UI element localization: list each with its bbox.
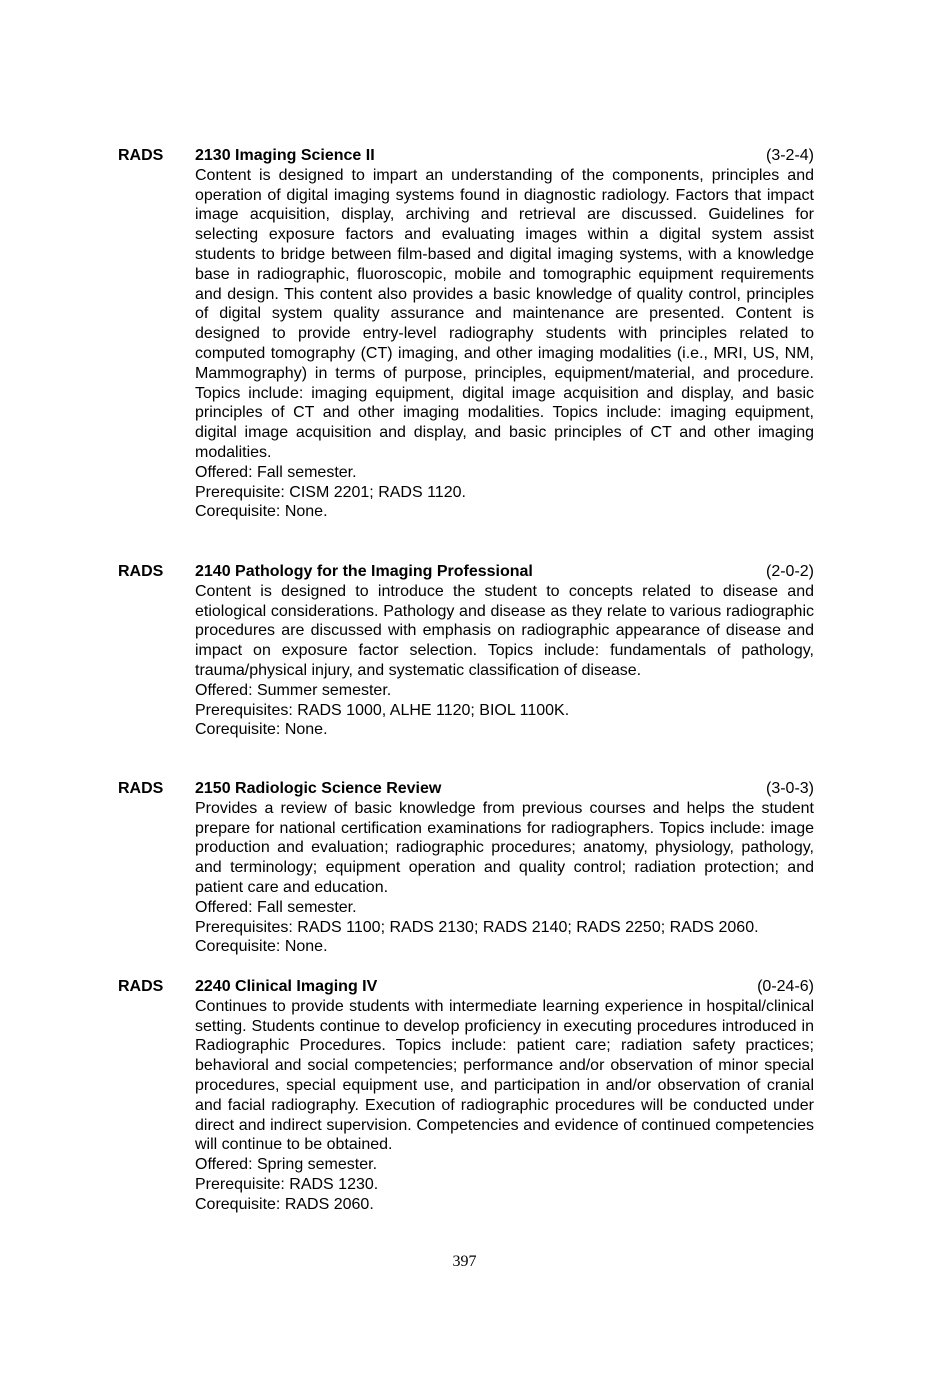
course-corequisite: Corequisite: None. (195, 721, 328, 739)
course-prerequisite: Prerequisite: RADS 1230. (195, 1175, 379, 1193)
course-hours: (2-0-2) (765, 563, 814, 580)
course-hours: (3-0-3) (765, 780, 814, 797)
course-entry (118, 779, 814, 957)
course-offered: Offered: Fall semester. (195, 898, 357, 916)
course-offered: Offered: Spring semester. (195, 1156, 378, 1174)
course-title: 2150 Radiologic Science Review (195, 780, 442, 797)
course-hours: (0-24-6) (757, 978, 814, 995)
course-title: 2130 Imaging Science II (195, 147, 375, 164)
course-corequisite: Corequisite: RADS 2060. (195, 1195, 374, 1213)
course-prerequisite: Prerequisite: CISM 2201; RADS 1120. (195, 483, 466, 501)
course-description: Content is designed to introduce the student to concepts related to disease and etiological considerations. Pathology and disease as they relate to various radiographic procedures are discussed with emphasis on radiographic appearance of disease and impact on exposure factor selection. Topics include: fundamentals of pathology, trauma/physical injury, and systematic classification of disease. (195, 582, 814, 679)
course-description: Continues to provide students with intermediate learning experience in hospital/clinical setting. Students continue to develop proficiency in executing procedures introduced in Radiographic Procedures. Topics include: patient care; radiation safety practices; behavioral and social competencies; performance and/or observation of minor special procedures, special equipment use, and participation in and/or observation of cranial and facial radiography. Execution of radiographic procedures will be conducted under direct and indirect supervision. Competencies and evidence of continued competencies will continue to be obtained. (195, 997, 814, 1154)
course-offered: Offered: Summer semester. (195, 681, 392, 699)
course-entry (118, 146, 814, 522)
course-entry (118, 562, 814, 740)
course-prefix: RADS (118, 147, 164, 164)
course-offered: Offered: Fall semester. (195, 463, 357, 481)
course-description: Provides a review of basic knowledge from previous courses and helps the student prepare for national certification examinations for radiographers. Topics include: image production and evaluation; radiographic procedures; anatomy, physiology, pathology, and terminology; equipment operation and quality control; radiation protection; and patient care and education. (195, 799, 814, 896)
course-prefix: RADS (118, 978, 164, 995)
course-corequisite: Corequisite: None. (195, 503, 328, 521)
course-prefix: RADS (118, 563, 164, 580)
page-number: 397 (452, 1253, 477, 1270)
course-hours: (3-2-4) (765, 147, 814, 164)
course-prerequisite: Prerequisites: RADS 1000, ALHE 1120; BIOL 1100K. (195, 701, 570, 719)
course-title: 2140 Pathology for the Imaging Professional (195, 563, 533, 580)
course-entry (118, 977, 814, 1215)
course-prerequisite: Prerequisites: RADS 1100; RADS 2130; RADS 2140; RADS 2250; RADS 2060. (195, 918, 759, 936)
course-description: Content is designed to impart an understanding of the components, principles and operation of digital imaging systems found in diagnostic radiology. Factors that impact image acquisition, display, archiving and retrieval are discussed. Guidelines for selecting exposure factors and evaluating images within a digital system assist students to bridge between film-based and digital imaging systems, with a knowledge base in radiographic, fluoroscopic, mobile and tomographic equipment requirements and design. This content also provides a basic knowledge of quality control, principles of digital system quality assurance and maintenance are presented. Content is designed to provide entry-level radiography students with principles related to computed tomography (CT) imaging, and other imaging modalities (i.e., MRI, US, NM, Mammography) in terms of purpose, principles, equipment/material, and procedure. Topics include: imaging equipment, digital image acquisition and display, and basic principles of CT and other imaging modalities. Topics include: imaging equipment, digital image acquisition and display, and basic principles of CT and other imaging modalities. (195, 166, 814, 461)
course-prefix: RADS (118, 780, 164, 797)
course-title: 2240 Clinical Imaging IV (195, 978, 378, 995)
course-corequisite: Corequisite: None. (195, 938, 328, 956)
